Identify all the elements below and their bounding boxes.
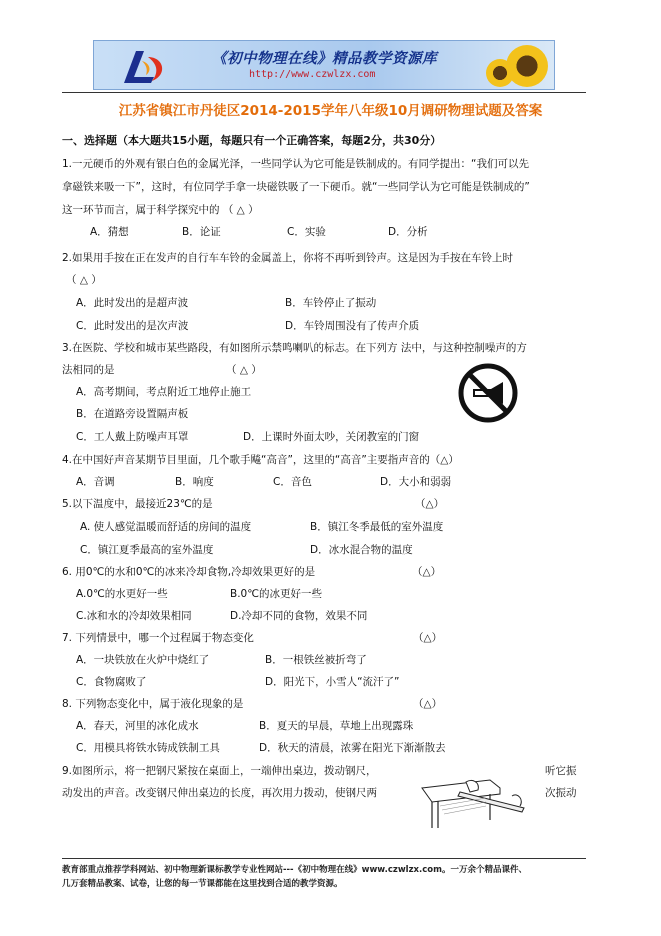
question-7-answer-mark: （△）: [413, 632, 443, 644]
footer-line-2: 几万套精品教案、试卷，让您的每一节课都能在这里找到合适的教学资源。: [62, 879, 343, 889]
question-4-option-a: A．音调: [76, 476, 115, 488]
question-3-line-1: 3.在医院、学校和城市某些路段，有如图所示禁鸣喇叭的标志。在下列方 法中，与这种控制噪声的方: [62, 342, 527, 354]
question-8-answer-mark: （△）: [413, 698, 443, 710]
footer-divider: [62, 858, 586, 859]
sunflower-icon: [506, 45, 548, 87]
question-5-answer-mark: （△）: [415, 498, 445, 510]
no-horn-sign-icon: [458, 363, 518, 423]
question-5-option-c: C．镇江夏季最高的室外温度: [80, 544, 214, 556]
question-1-line-2: 拿磁铁来吸一下”，这时，有位同学手拿一块磁铁吸了一下硬币。就“一些同学认为它可能是铁制成的”: [62, 181, 530, 193]
question-2-option-a: A．此时发出的是超声波: [76, 297, 189, 309]
banner-title: 《初中物理在线》精品教学资源库: [212, 50, 437, 67]
question-3-option-b: B．在道路旁设置隔声板: [76, 408, 189, 420]
question-6-line-1: 6. 用0℃的水和0℃的冰来冷却食物,冷却效果更好的是: [62, 566, 316, 578]
question-3-option-a: A．高考期间，考点附近工地停止施工: [76, 386, 252, 398]
page-title: 江苏省镇江市丹徒区2014-2015学年八年级10月调研物理试题及答案: [118, 103, 543, 119]
question-1-line-1: 1.一元硬币的外观有银白色的金属光泽，一些同学认为它可能是铁制成的。有同学提出：“我们可以先: [62, 158, 529, 170]
question-1-option-c: C．实验: [287, 226, 326, 238]
question-1-option-d: D．分析: [388, 226, 428, 238]
question-9-line-2: 动发出的声音。改变钢尺伸出桌边的长度，再次用力拨动，使钢尺两: [62, 787, 377, 799]
question-1-line-3: 这一环节而言，属于科学探究中的 （ △ ）: [62, 204, 259, 216]
question-6-option-a: A.0℃的水更好一些: [76, 588, 168, 600]
question-8-line-1: 8. 下列物态变化中，属于液化现象的是: [62, 698, 244, 710]
question-8-option-d: D．秋天的清晨，浓雾在阳光下渐渐散去: [259, 742, 446, 754]
question-3-option-c: C．工人戴上防噪声耳罩: [76, 431, 189, 443]
question-2-option-c: C．此时发出的是次声波: [76, 320, 189, 332]
question-5-option-a: A. 使人感觉温暖而舒适的房间的温度: [80, 521, 252, 533]
question-2-option-d: D．车铃周围没有了传声介质: [285, 320, 420, 332]
ruler-on-table-figure: [420, 770, 530, 830]
question-8-option-b: B．夏天的早晨，草地上出现露珠: [259, 720, 414, 732]
section-heading: 一、选择题（本大题共15小题，每题只有一个正确答案，每题2分，共30分）: [62, 134, 442, 147]
site-logo-icon: [114, 47, 174, 87]
question-7-option-b: B．一根铁丝被折弯了: [265, 654, 367, 666]
question-3-option-d: D．上课时外面太吵，关闭教室的门窗: [243, 431, 420, 443]
question-6-option-b: B.0℃的冰更好一些: [230, 588, 323, 600]
question-7-option-a: A．一块铁放在火炉中烧红了: [76, 654, 210, 666]
site-banner: [93, 40, 555, 90]
question-7-line-1: 7. 下列情景中，哪一个过程属于物态变化: [62, 632, 254, 644]
question-6-option-d: D.冷却不同的食物，效果不同: [230, 610, 368, 622]
question-4-option-b: B．响度: [175, 476, 214, 488]
question-5-option-b: B．镇江冬季最低的室外温度: [310, 521, 444, 533]
question-2-line-2: （ △ ）: [66, 274, 102, 286]
question-7-option-d: D．阳光下，小雪人“流汗了”: [265, 676, 400, 688]
question-8-option-c: C．用模具将铁水铸成铁制工具: [76, 742, 220, 754]
question-5-line-1: 5.以下温度中，最接近23℃的是: [62, 498, 213, 510]
question-2-option-b: B．车铃停止了振动: [285, 297, 377, 309]
question-4-option-c: C．音色: [273, 476, 312, 488]
question-4-line-1: 4.在中国好声音某期节目里面，几个歌手飚“高音”，这里的“高音”主要指声音的（△）: [62, 454, 459, 466]
question-1-option-b: B．论证: [182, 226, 221, 238]
question-7-option-c: C．食物腐败了: [76, 676, 147, 688]
question-4-option-d: D．大小和弱弱: [380, 476, 452, 488]
question-2-line-1: 2.如果用手按在正在发声的自行车车铃的金属盖上，你将不再听到铃声。这是因为手按在车铃上时: [62, 252, 514, 264]
question-5-option-d: D．冰水混合物的温度: [310, 544, 413, 556]
question-9-line-2-end: 次振动: [545, 787, 577, 799]
question-1-option-a: A．猜想: [90, 226, 129, 238]
page-footer: [62, 863, 602, 891]
question-6-option-c: C.冰和水的冷却效果相同: [76, 610, 192, 622]
footer-line-1: 教育部重点推荐学科网站、初中物理新课标教学专业性网站---《初中物理在线》www.czwlzx.com。一万余个精品课件、: [62, 865, 527, 875]
banner-url[interactable]: http://www.czwlzx.com: [249, 69, 376, 80]
header-divider: [62, 92, 586, 93]
question-9-line-1-end: 听它振: [545, 765, 577, 777]
question-3-line-2: 法相同的是: [62, 364, 115, 376]
question-8-option-a: A．春天，河里的冰化成水: [76, 720, 199, 732]
question-3-answer-mark: （ △ ）: [226, 364, 262, 376]
question-6-answer-mark: （△）: [412, 566, 442, 578]
question-9-line-1: 9.如图所示，将一把钢尺紧按在桌面上，一端伸出桌边，拨动钢尺，: [62, 765, 377, 777]
